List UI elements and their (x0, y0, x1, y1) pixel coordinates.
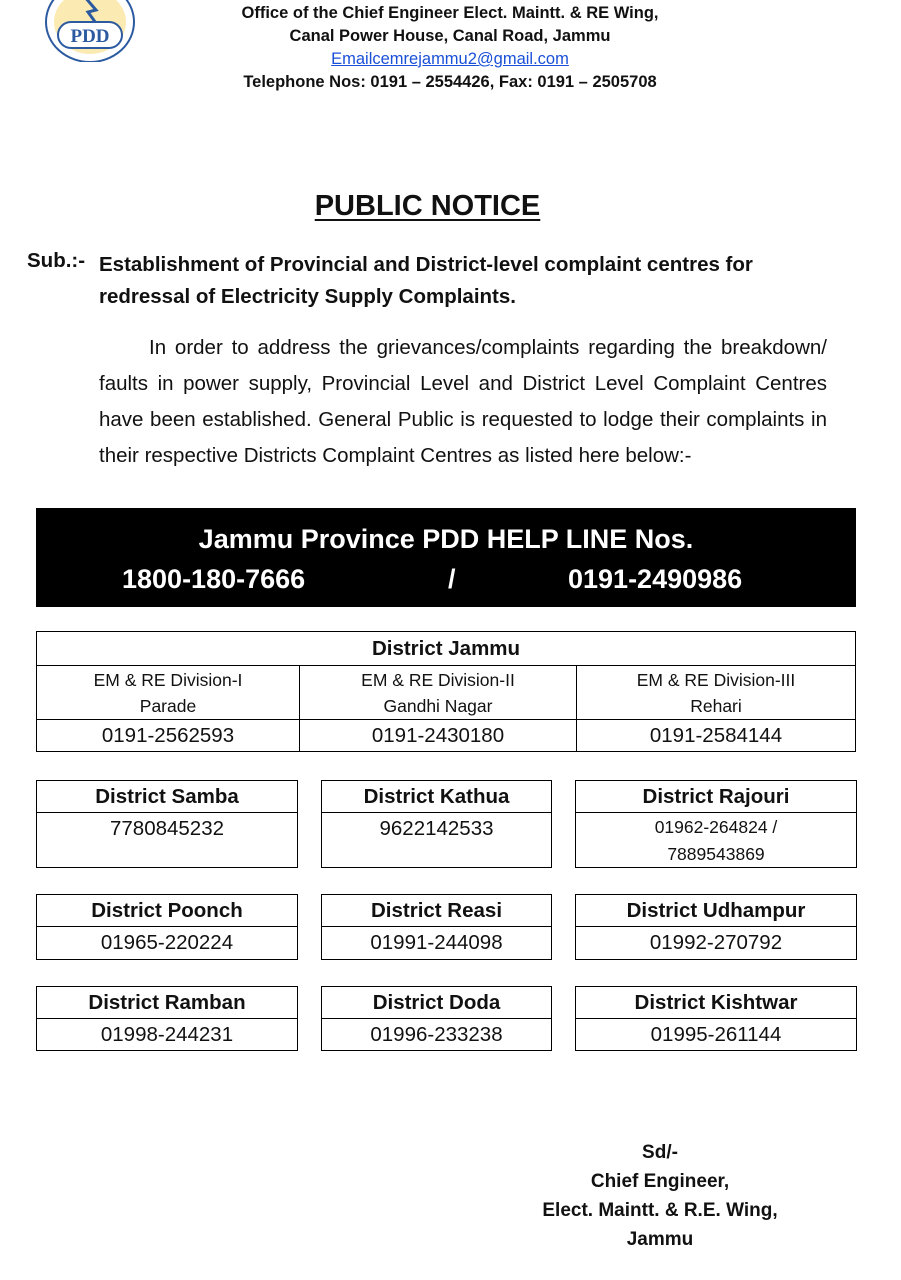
district-name: District Reasi (322, 895, 551, 927)
helpline-banner (36, 508, 856, 607)
division-name: EM & RE Division-I (93, 669, 243, 690)
division-phone: 0191-2584144 (577, 720, 856, 752)
logo-text: PDD (70, 26, 110, 47)
district-name: District Ramban (37, 987, 297, 1019)
division-place: Parade (139, 695, 197, 716)
helpline-number-1: 1800-180-7666 (122, 564, 306, 594)
division-name: EM & RE Division-III (636, 669, 796, 690)
district-name: District Udhampur (576, 895, 856, 927)
division-place: Gandhi Nagar (383, 695, 493, 716)
division-phone: 0191-2430180 (300, 720, 577, 752)
district-phone-alt: 7889543869 (667, 844, 765, 864)
pdd-logo (44, 0, 136, 62)
district-name: District Samba (37, 781, 297, 813)
office-name: Office of the Chief Engineer Elect. Maintt. & RE Wing, (241, 4, 659, 22)
notice-body: In order to address the grievances/complaints regarding the breakdown/ faults in power supply, Provincial Level and District Level Complaint Centres have been established. General Public is requested to lodge their complaints in their respective Districts Complaint Centres as listed here below:- (99, 336, 827, 467)
division-phone: 0191-2562593 (37, 720, 300, 752)
signature-sd: Sd/- (642, 1142, 678, 1163)
district-jammu-title: District Jammu (37, 632, 856, 666)
district-phone: 9622142533 (379, 817, 494, 840)
district-box-rajouri (575, 780, 857, 868)
helpline-number-2: 0191-2490986 (568, 564, 743, 594)
helpline-separator: / (448, 564, 456, 594)
district-name: District Doda (322, 987, 551, 1019)
district-phone: 01998-244231 (100, 1023, 234, 1046)
signature-designation: Chief Engineer, (590, 1171, 730, 1192)
notice-title: PUBLIC NOTICE (314, 190, 541, 222)
district-box-reasi (321, 894, 552, 960)
office-address: Canal Power House, Canal Road, Jammu (289, 27, 611, 45)
division-3-cell (577, 666, 856, 720)
helpline-title: Jammu Province PDD HELP LINE Nos. (198, 524, 694, 554)
district-name: District Kathua (322, 781, 551, 813)
district-phone: 01965-220224 (100, 931, 234, 954)
district-box-doda (321, 986, 552, 1051)
district-phone: 7780845232 (109, 817, 224, 840)
district-phone: 01962-264824 / (654, 817, 778, 837)
district-box-udhampur (575, 894, 857, 960)
district-phone: 01992-270792 (649, 931, 783, 954)
signature-block (530, 1138, 790, 1254)
district-box-samba (36, 780, 298, 868)
district-phone: 01991-244098 (370, 931, 503, 954)
district-phone: 01996-233238 (370, 1023, 503, 1046)
division-place: Rehari (690, 695, 742, 716)
district-box-kishtwar (575, 986, 857, 1051)
signature-wing: Elect. Maintt. & R.E. Wing, (542, 1200, 778, 1221)
signature-place: Jammu (626, 1229, 694, 1250)
district-name: District Rajouri (576, 781, 856, 813)
division-2-cell (300, 666, 577, 720)
subject-label: Sub.:- (27, 249, 86, 272)
district-name: District Kishtwar (576, 987, 856, 1019)
division-1-cell (37, 666, 300, 720)
division-name: EM & RE Division-II (361, 669, 515, 690)
email-link[interactable]: Emailcemrejammu2@gmail.com (331, 50, 569, 68)
district-box-kathua (321, 780, 552, 868)
telephone-line: Telephone Nos: 0191 – 2554426, Fax: 0191 – 2505708 (243, 73, 657, 91)
district-jammu-table (36, 631, 856, 752)
district-box-ramban (36, 986, 298, 1051)
district-name: District Poonch (37, 895, 297, 927)
subject-text: Establishment of Provincial and District-level complaint centres for redressal of Electricity Supply Complaints. (99, 253, 753, 308)
district-box-poonch (36, 894, 298, 960)
district-phone: 01995-261144 (650, 1023, 782, 1046)
